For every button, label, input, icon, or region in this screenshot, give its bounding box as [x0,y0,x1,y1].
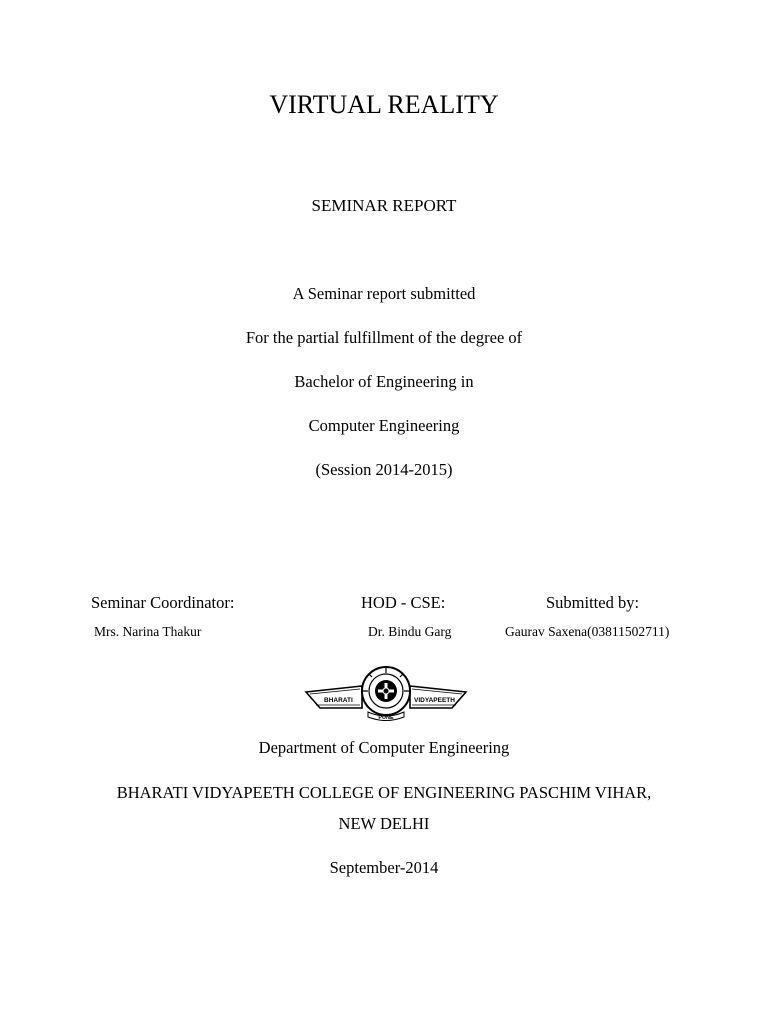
university-emblem-icon [302,664,470,722]
degree-line: Bachelor of Engineering in [294,372,474,391]
report-date: September-2014 [329,858,439,877]
branch-line: Computer Engineering [308,416,460,435]
logo-right-text: VIDYAPEETH [414,697,455,704]
submitter-role: Submitted by: [546,593,640,612]
session-line: (Session 2014-2015) [315,460,453,479]
fulfillment-line: For the partial fulfillment of the degree of [245,328,523,347]
hod-name: Dr. Bindu Garg [368,624,452,639]
college-name-line1: BHARATI VIDYAPEETH COLLEGE OF ENGINEERING PASCHIM VIHAR, [116,783,652,802]
coordinator-role: Seminar Coordinator: [91,593,235,612]
report-title: VIRTUAL REALITY [269,90,499,119]
submission-line: A Seminar report submitted [292,284,476,303]
report-subtitle: SEMINAR REPORT [311,196,457,215]
department-name: Department of Computer Engineering [258,738,510,757]
logo-left-text: BHARATI [324,697,353,704]
logo-bottom-text: PUNE [378,715,394,721]
college-name-line2: NEW DELHI [338,814,430,833]
coordinator-name: Mrs. Narina Thakur [94,624,202,639]
hod-role: HOD - CSE: [361,593,446,612]
submitter-name: Gaurav Saxena(03811502711) [505,624,670,639]
